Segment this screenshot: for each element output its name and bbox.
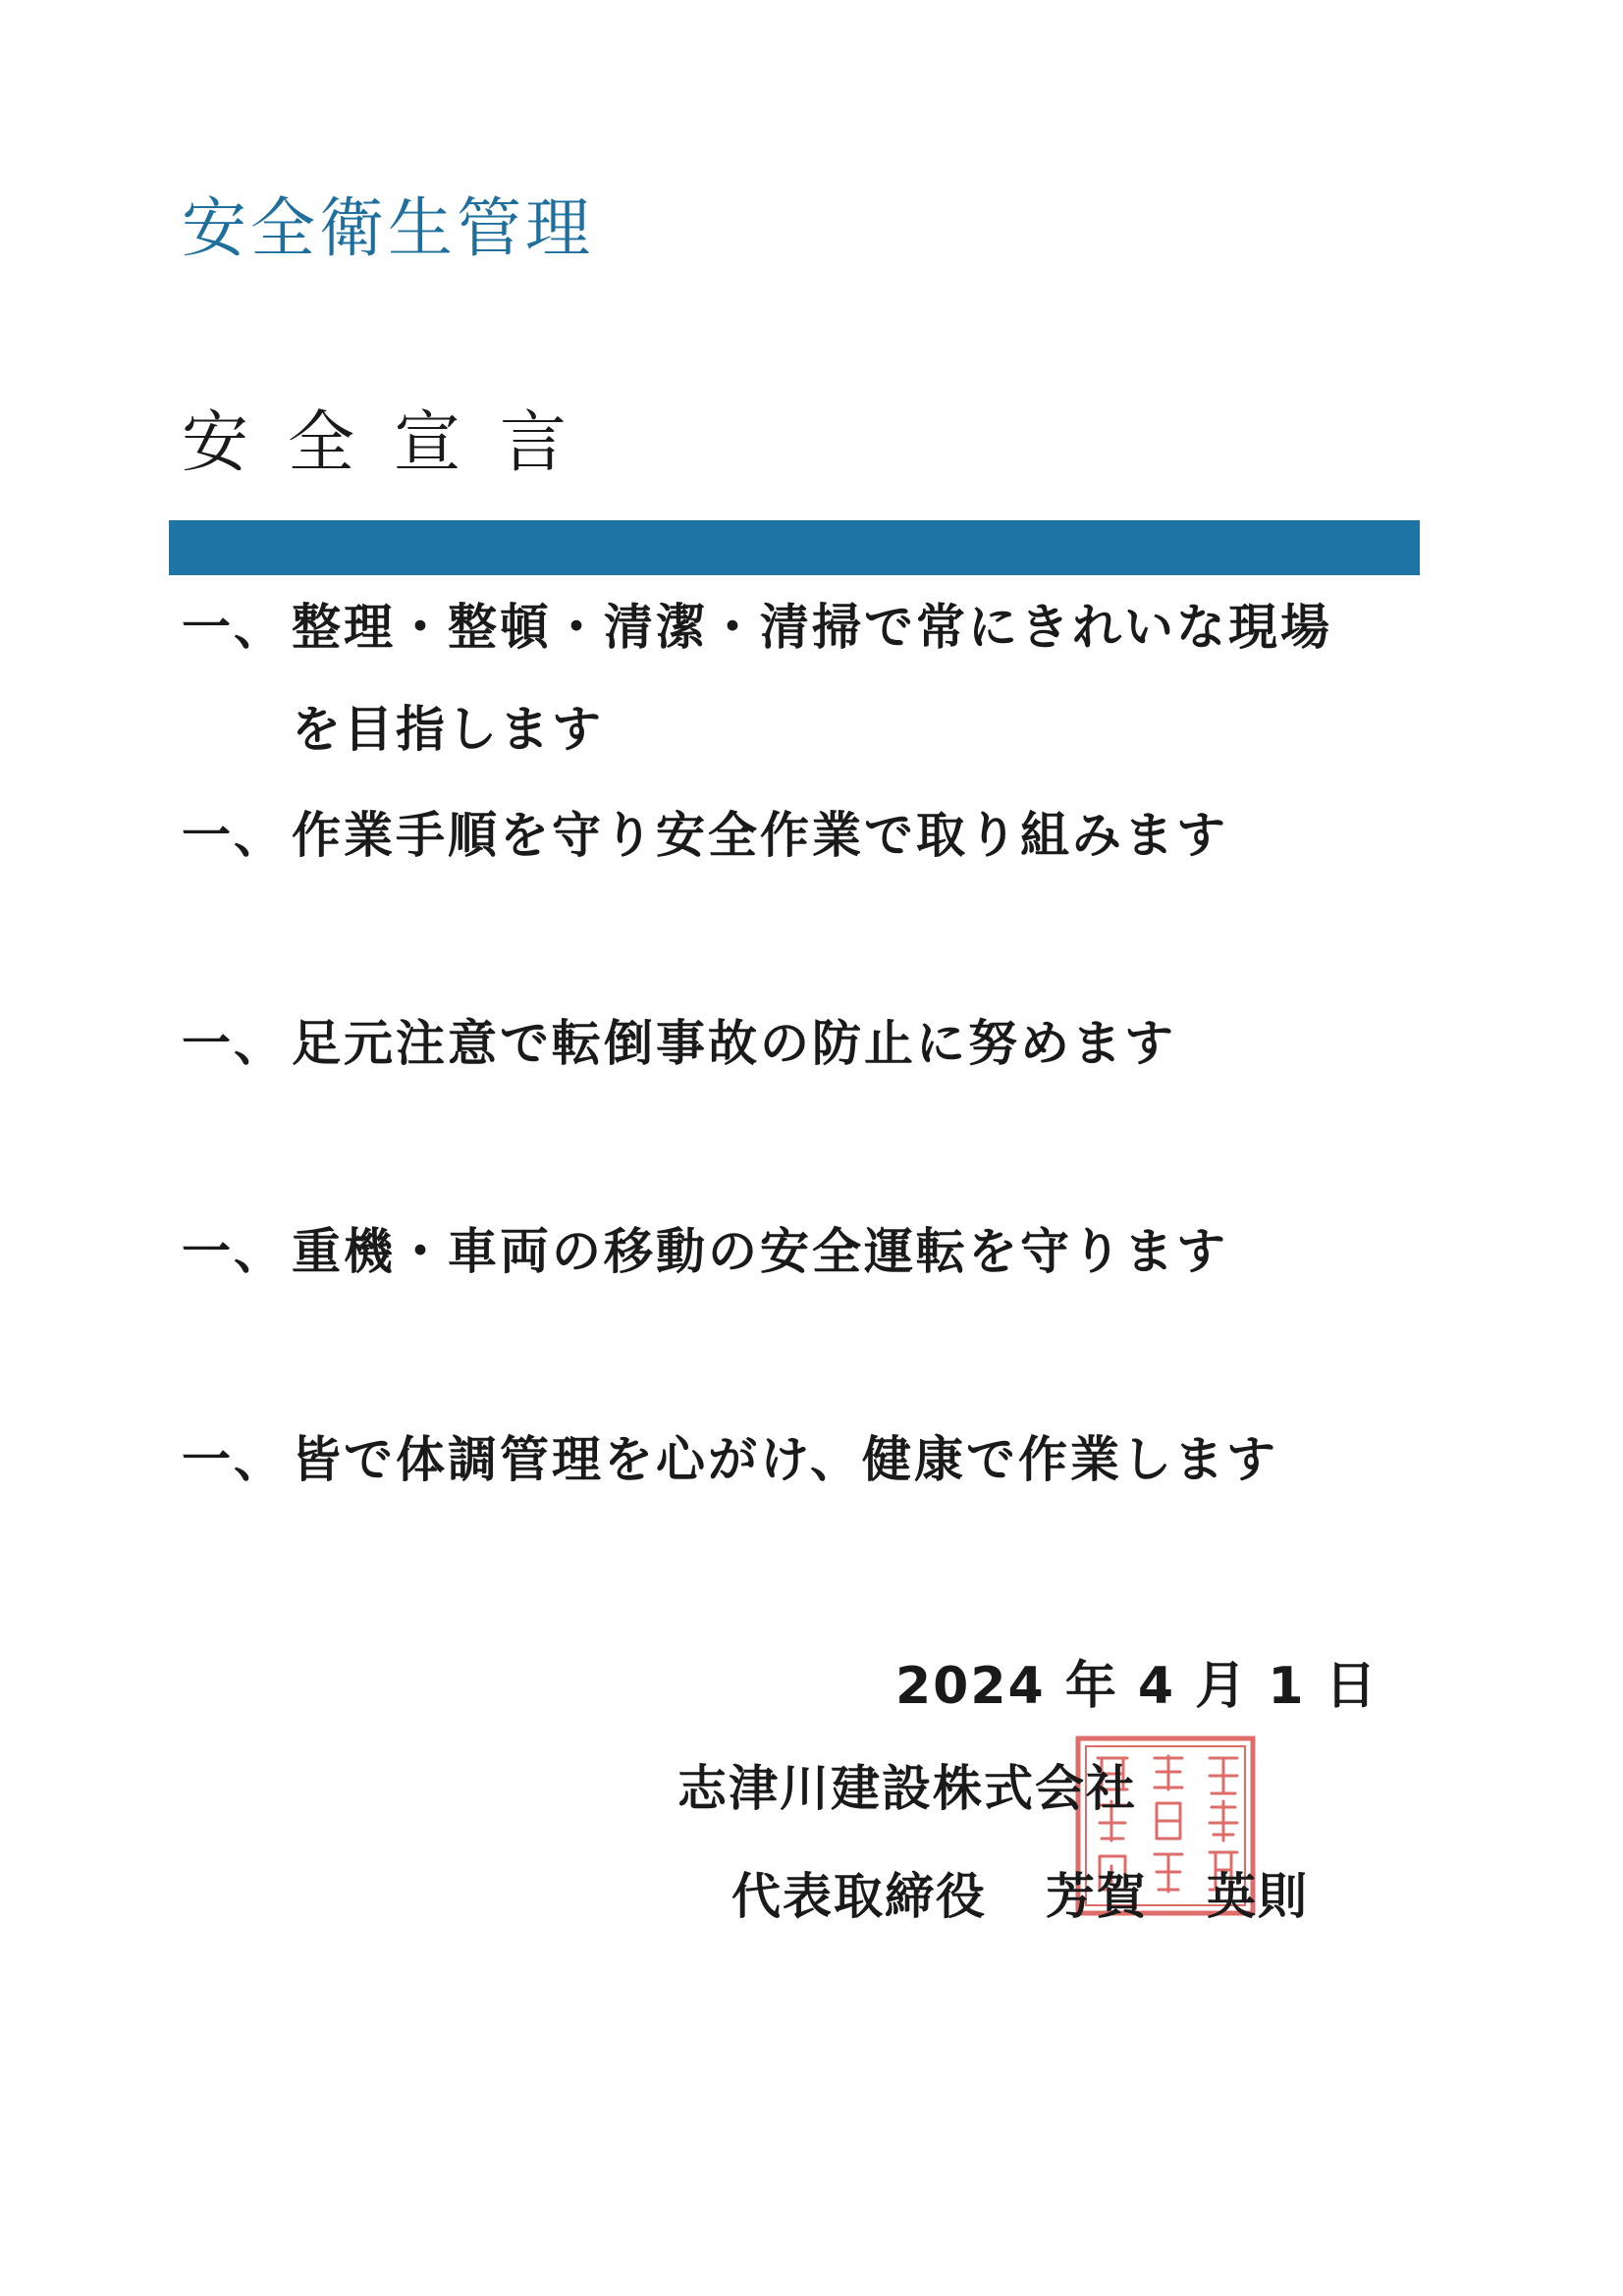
- document-title: 安全宣言: [182, 404, 607, 482]
- declaration-date: 2024 年 4 月 1 日: [895, 1657, 1379, 1716]
- company-name: 志津川建設株式会社: [677, 1760, 1137, 1817]
- title-underline-bar: [169, 520, 1420, 575]
- declaration-text: 整理・整頓・清潔・清掃で常にきれいな現場: [292, 599, 1332, 656]
- declaration-item-1-continued: を目指します: [292, 701, 604, 758]
- declaration-item-4: [182, 1223, 1228, 1280]
- declaration-item-5: [182, 1431, 1278, 1488]
- declaration-item-3: [182, 1015, 1176, 1072]
- declaration-marker: 一、: [182, 1015, 286, 1072]
- declaration-marker: 一、: [182, 807, 286, 864]
- representative-given-name: 英則: [1207, 1868, 1309, 1925]
- declaration-item-2: [182, 807, 1228, 864]
- declaration-marker: 一、: [182, 599, 286, 656]
- declaration-text: 足元注意で転倒事故の防止に努めます: [292, 1015, 1176, 1072]
- declaration-text: 作業手順を守り安全作業で取り組みます: [292, 807, 1228, 864]
- declaration-text: 重機・車両の移動の安全運転を守ります: [292, 1223, 1228, 1280]
- representative-signature: [731, 1868, 1309, 1925]
- declaration-marker: 一、: [182, 1431, 286, 1488]
- representative-family-name: 芳賀: [1046, 1868, 1148, 1925]
- declaration-item-1: [182, 599, 1332, 656]
- declaration-marker: 一、: [182, 1223, 286, 1280]
- section-title: 安全衛生管理: [182, 190, 594, 266]
- representative-position: 代表取締役: [731, 1868, 987, 1925]
- declaration-text: 皆で体調管理を心がけ、健康で作業します: [292, 1431, 1278, 1488]
